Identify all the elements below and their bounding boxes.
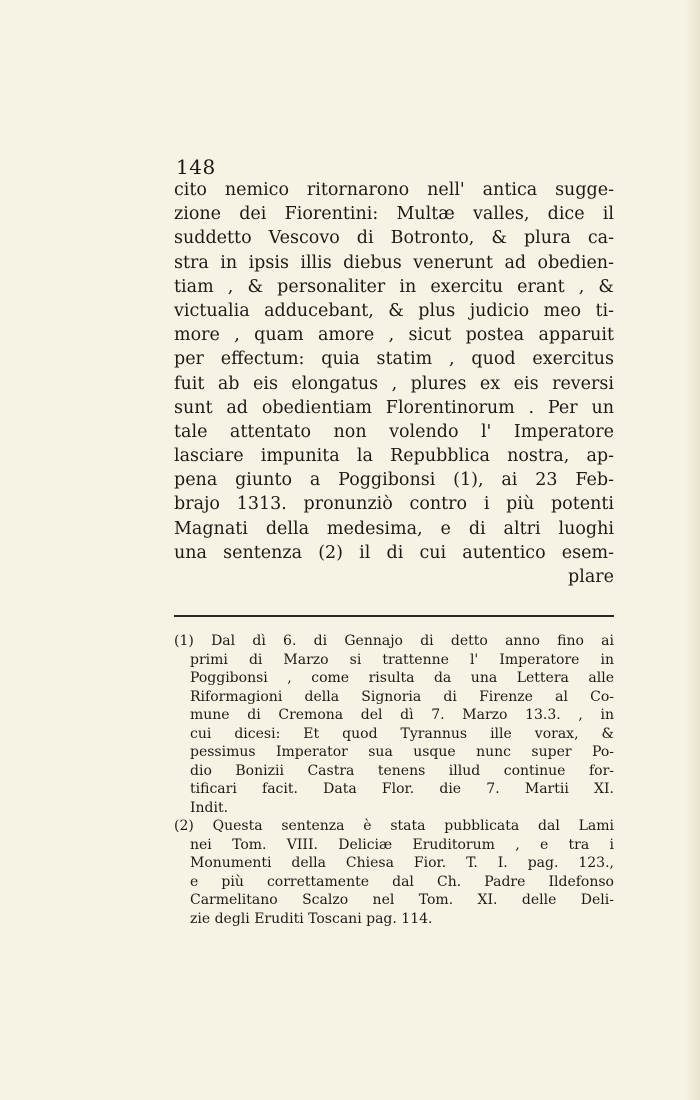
page-edge-shadow <box>684 0 700 1100</box>
text-line: sunt ad obedientiam Florentinorum . Per un <box>174 397 614 418</box>
text-line: stra in ipsis illis diebus venerunt ad obedien- <box>174 252 614 273</box>
text-line: una sentenza (2) il di cui autentico esem- <box>174 542 614 563</box>
footnote-line: mune di Cremona del dì 7. Marzo 13.3. , in <box>190 707 614 723</box>
footnote-line: Indit. <box>190 799 229 816</box>
text-line: victualia adducebant, & plus judicio meo ti- <box>174 300 614 321</box>
text-line: suddetto Vescovo di Botronto, & plura ca- <box>174 228 614 249</box>
footnote-line: dio Bonizii Castra tenens illud continue for- <box>190 762 614 779</box>
footnote-1 <box>174 632 614 817</box>
text-line: cito nemico ritornarono nell' antica sugge- <box>174 180 614 200</box>
footnote-line: Poggibonsi , come risulta da una Lettera alle <box>190 670 614 686</box>
text-line: pena giunto a Poggibonsi (1), ai 23 Feb- <box>174 470 614 491</box>
footnote-line: tificari facit. Data Flor. die 7. Martii XI. <box>190 781 614 797</box>
text-line: fuit ab eis elongatus , plures ex eis reversi <box>174 373 614 394</box>
footnote-2 <box>174 817 614 928</box>
footnotes-block <box>174 632 614 928</box>
catchword: plare <box>568 567 614 587</box>
footnote-line: (2) Questa sentenza è stata pubblicata dal Lami <box>174 818 614 834</box>
footnote-line: pessimus Imperator sua usque nunc super Po- <box>190 744 614 760</box>
footnote-line: cui dicesi: Et quod Tyrannus ille vorax, & <box>190 725 614 742</box>
text-line: tale attentato non volendo l' Imperatore <box>174 421 614 442</box>
footnote-rule <box>174 615 614 617</box>
text-line: zione dei Fiorentini: Multæ valles, dice il <box>174 204 614 225</box>
main-text-block <box>174 178 614 589</box>
text-line: more , quam amore , sicut postea apparuit <box>174 325 614 346</box>
footnote-line: nei Tom. VIII. Deliciæ Eruditorum , e tra i <box>190 836 614 853</box>
footnote-line: zie degli Eruditi Toscani pag. 114. <box>190 910 433 927</box>
footnote-line: Riformagioni della Signoria di Firenze al Co- <box>190 688 614 705</box>
text-line: Magnati della medesima, e di altri luoghi <box>174 518 614 539</box>
footnote-line: primi di Marzo si trattenne l' Imperatore in <box>190 651 614 668</box>
text-line: brajo 1313. pronunziò contro i più potenti <box>174 494 614 515</box>
text-line: per effectum: quia statim , quod exercitus <box>174 349 614 370</box>
page-number: 148 <box>176 155 216 179</box>
text-line: lasciare impunita la Repubblica nostra, ap- <box>174 446 614 467</box>
footnote-line: Carmelitano Scalzo nel Tom. XI. delle Deli- <box>190 892 614 908</box>
text-line: tiam , & personaliter in exercitu erant , & <box>174 276 614 297</box>
footnote-line: (1) Dal dì 6. di Gennajo di detto anno fino ai <box>174 633 614 649</box>
footnote-line: Monumenti della Chiesa Fior. T. I. pag. 123., <box>190 855 614 871</box>
footnote-line: e più correttamente dal Ch. Padre Ildefonso <box>190 873 614 890</box>
